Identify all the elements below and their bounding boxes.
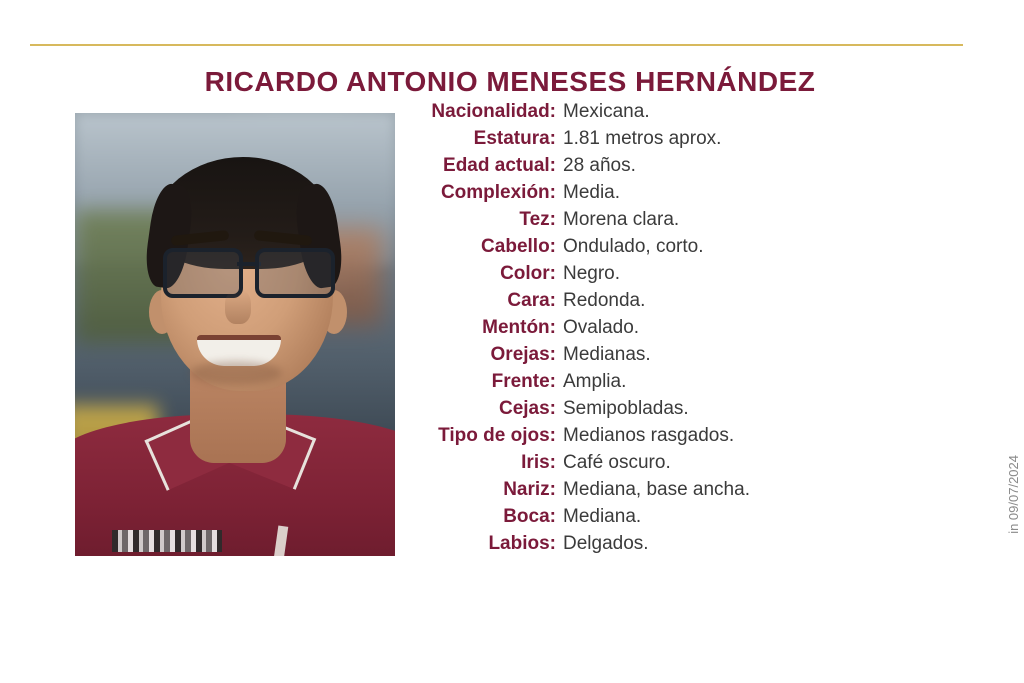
detail-label: Boca: <box>503 506 556 527</box>
photo-watermark-redaction <box>112 530 222 552</box>
detail-label: Nacionalidad: <box>431 101 556 122</box>
detail-row <box>398 180 898 206</box>
detail-label: Tez: <box>519 209 556 230</box>
detail-row <box>398 531 898 557</box>
detail-row <box>398 288 898 314</box>
detail-label: Estatura: <box>473 128 556 149</box>
detail-value: Delgados. <box>563 533 649 554</box>
publication-date: in 09/07/2024 <box>1006 455 1021 534</box>
detail-label: Nariz: <box>503 479 556 500</box>
detail-row <box>398 450 898 476</box>
detail-value: Semipobladas. <box>563 398 689 419</box>
detail-row <box>398 477 898 503</box>
detail-label: Iris: <box>521 452 556 473</box>
photo-glasses-lens-right <box>255 248 335 298</box>
photo-shirt-stripe <box>272 525 289 556</box>
detail-label: Color: <box>500 263 556 284</box>
detail-row <box>398 99 898 125</box>
detail-row <box>398 207 898 233</box>
detail-label: Labios: <box>488 533 556 554</box>
detail-row <box>398 423 898 449</box>
person-photo <box>75 113 395 556</box>
detail-label: Cara: <box>507 290 556 311</box>
detail-label: Frente: <box>491 371 556 392</box>
detail-label: Complexión: <box>440 182 556 203</box>
detail-label: Cabello: <box>481 236 556 257</box>
detail-value: 1.81 metros aprox. <box>563 128 722 149</box>
detail-label: Cejas: <box>498 398 556 419</box>
detail-value: 28 años. <box>563 155 636 176</box>
detail-value: Mediana, base ancha. <box>563 479 750 500</box>
detail-value: Media. <box>563 182 621 203</box>
detail-row <box>398 315 898 341</box>
detail-label: Tipo de ojos: <box>438 425 556 446</box>
detail-value: Mediana. <box>563 506 642 527</box>
page-title: RICARDO ANTONIO MENESES HERNÁNDEZ <box>204 66 816 97</box>
detail-row <box>398 261 898 287</box>
detail-row <box>398 234 898 260</box>
header-divider <box>30 44 963 46</box>
detail-row <box>398 396 898 422</box>
detail-label: Mentón: <box>482 317 556 338</box>
detail-label: Edad actual: <box>443 155 556 176</box>
photo-nose <box>225 290 251 324</box>
detail-row <box>398 126 898 152</box>
detail-value: Ovalado. <box>563 317 640 338</box>
detail-value: Medianas. <box>563 344 651 365</box>
detail-row <box>398 153 898 179</box>
detail-value: Amplia. <box>563 371 627 392</box>
detail-row <box>398 342 898 368</box>
detail-value: Mexicana. <box>563 101 650 122</box>
detail-value: Redonda. <box>563 290 646 311</box>
detail-value: Morena clara. <box>563 209 680 230</box>
photo-glasses <box>161 248 337 292</box>
photo-canvas <box>75 113 395 556</box>
detail-value: Medianos rasgados. <box>563 425 735 446</box>
detail-label: Orejas: <box>490 344 556 365</box>
detail-value: Café oscuro. <box>563 452 671 473</box>
detail-row <box>398 504 898 530</box>
detail-value: Negro. <box>563 263 621 284</box>
person-details-list <box>398 99 898 558</box>
photo-chin-shadow <box>190 361 282 385</box>
detail-row <box>398 369 898 395</box>
detail-value: Ondulado, corto. <box>563 236 704 257</box>
